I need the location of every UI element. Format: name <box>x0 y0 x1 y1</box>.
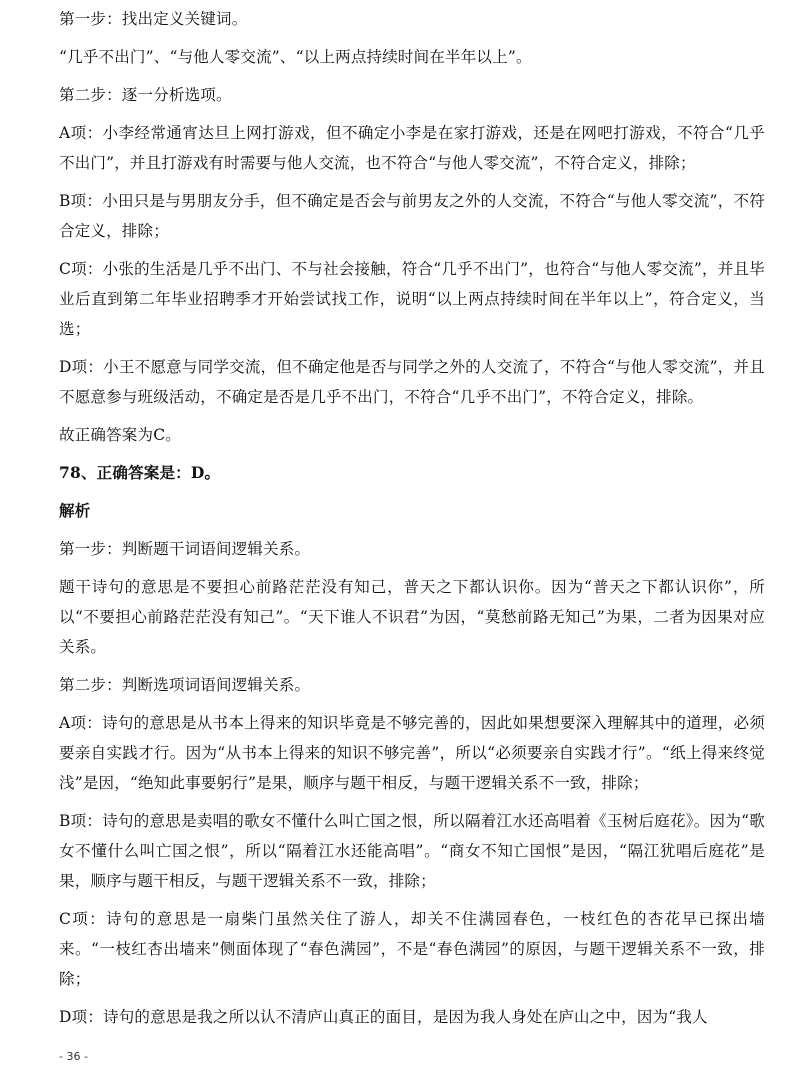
option-d-analysis: D项：小王不愿意与同学交流，但不确定他是否与同学之外的人交流了，不符合“与他人零交流”，并且不愿意参与班级活动，不确定是否是几乎不出门，不符合“几乎不出门”，不符合定义，排除。 <box>59 358 765 406</box>
page-number: - 36 - <box>59 1050 88 1063</box>
answer-conclusion: 故正确答案为C。 <box>59 426 181 444</box>
step-two-heading: 第二步：逐一分析选项。 <box>59 86 232 104</box>
option-a-analysis: A项：小李经常通宵达旦上网打游戏，但不确定小李是在家打游戏，还是在网吧打游戏，不符合“几乎不出门”，并且打游戏有时需要与他人交流，也不符合“与他人零交流”，不符合定义，排除； <box>59 124 765 172</box>
q78-step-one-heading: 第一步：判断题干词语间逻辑关系。 <box>59 540 311 558</box>
document-body <box>59 4 765 1040</box>
q78-option-a-analysis: A项：诗句的意思是从书本上得来的知识毕竟是不够完善的，因此如果想要深入理解其中的道理，必须要亲自实践才行。因为“从书本上得来的知识不够完善”，所以“必须要亲自实践才行”。“纸上得来终觉浅”是因，“绝知此事要躬行”是果，顺序与题干相反，与题干逻辑关系不一致，排除； <box>59 714 765 792</box>
question-78-answer: 78、正确答案是：D。 <box>59 463 221 482</box>
step-one-heading: 第一步：找出定义关键词。 <box>59 10 248 28</box>
option-c-analysis: C项：小张的生活是几乎不出门、不与社会接触，符合“几乎不出门”，也符合“与他人零交流”，并且毕业后直到第二年毕业招聘季才开始尝试找工作，说明“以上两点持续时间在半年以上”，符合定义，当选； <box>59 260 765 338</box>
q78-option-d-analysis: D项：诗句的意思是我之所以认不清庐山真正的面目，是因为我人身处在庐山之中，因为“我人 <box>59 1008 708 1026</box>
q78-step-two-heading: 第二步：判断选项词语间逻辑关系。 <box>59 676 311 694</box>
definition-keywords: “几乎不出门”、“与他人零交流”、“以上两点持续时间在半年以上”。 <box>59 48 532 66</box>
q78-stem-analysis: 题干诗句的意思是不要担心前路茫茫没有知己，普天之下都认识你。因为“普天之下都认识你”，所以“不要担心前路茫茫没有知己”。“天下谁人不识君”为因，“莫愁前路无知己”为果，二者为因果对应关系。 <box>59 578 765 656</box>
q78-option-b-analysis: B项：诗句的意思是卖唱的歌女不懂什么叫亡国之恨，所以隔着江水还高唱着《玉树后庭花》。因为“歌女不懂什么叫亡国之恨”，所以“隔着江水还能高唱”。“商女不知亡国恨”是因，“隔江犹唱后庭花”是果，顺序与题干相反，与题干逻辑关系不一致，排除； <box>59 812 765 890</box>
q78-option-c-analysis: C项：诗句的意思是一扇柴门虽然关住了游人，却关不住满园春色，一枝红色的杏花早已探出墙来。“一枝红杏出墙来”侧面体现了“春色满园”，不是“春色满园”的原因，与题干逻辑关系不一致，排除； <box>59 910 765 988</box>
analysis-heading: 解析 <box>59 501 91 520</box>
option-b-analysis: B项：小田只是与男朋友分手，但不确定是否会与前男友之外的人交流，不符合“与他人零交流”，不符合定义，排除； <box>59 192 765 240</box>
